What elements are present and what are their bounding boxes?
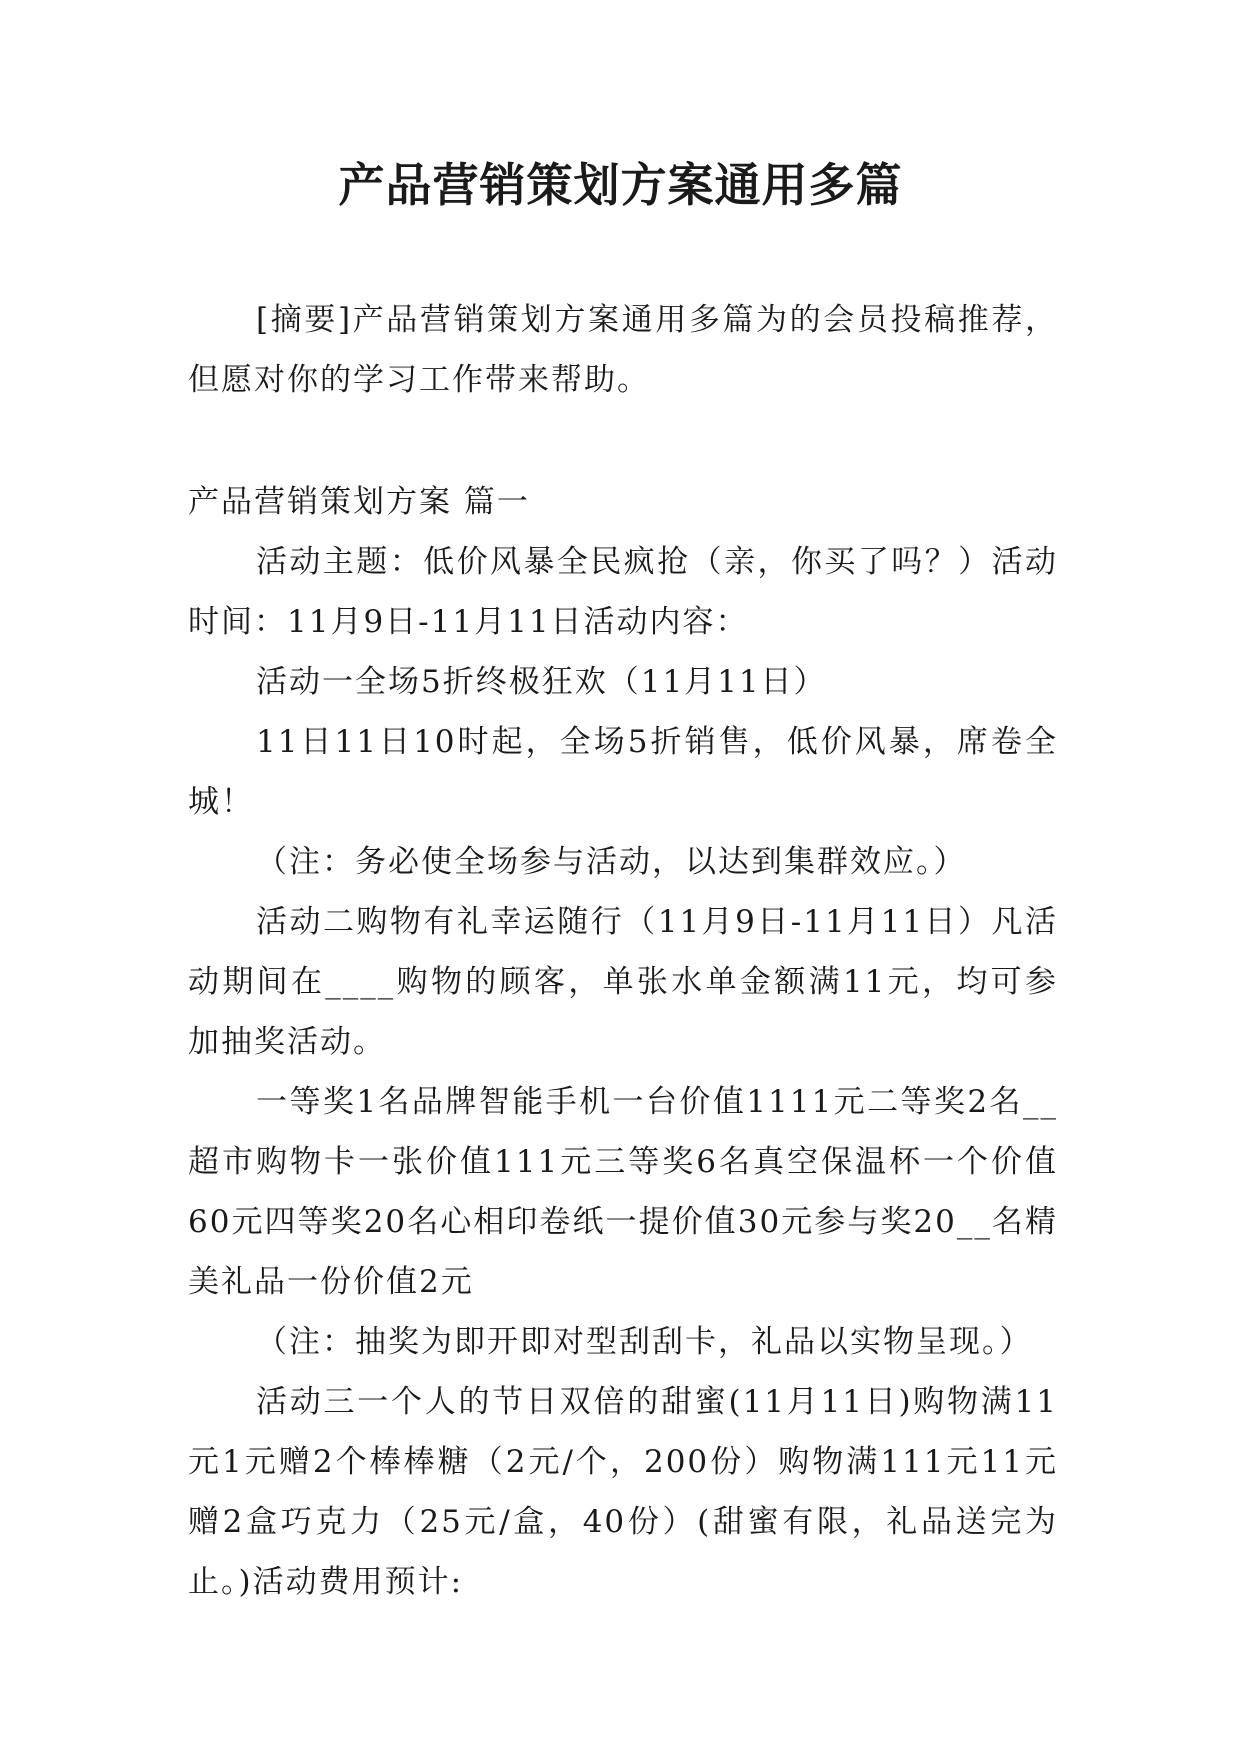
body-paragraph-activity-theme: 活动主题：低价风暴全民疯抢（亲，你买了吗？）活动时间：11月9日-11月11日活动内容： [188,544,1058,640]
body-paragraph-sale-details: 11日11日10时起，全场5折销售，低价风暴，席卷全城！ [188,724,1058,820]
body-paragraph-note-one: （注：务必使全场参与活动，以达到集群效应。） [256,844,967,880]
section-heading: 产品营销策划方案 篇一 [188,484,530,520]
body-paragraph-activity-one: 活动一全场5折终极狂欢（11月11日） [256,664,827,700]
abstract-paragraph: [摘要]产品营销策划方案通用多篇为的会员投稿推荐，但愿对你的学习工作带来帮助。 [188,302,1058,398]
body-paragraph-prizes: 一等奖1名品牌智能手机一台价值1111元二等奖2名__超市购物卡一张价值111元三等奖6名真空保温杯一个价值60元四等奖20名心相印卷纸一提价值30元参与奖20__名精美礼品一份价值2元 [188,1084,1058,1300]
body-paragraph-note-two: （注：抽奖为即开即对型刮刮卡，礼品以实物呈现。） [256,1324,1033,1360]
body-paragraph-activity-two: 活动二购物有礼幸运随行（11月9日-11月11日）凡活动期间在____购物的顾客，单张水单金额满11元，均可参加抽奖活动。 [188,904,1058,1060]
body-paragraph-activity-three: 活动三一个人的节日双倍的甜蜜(11月11日)购物满11元1元赠2个棒棒糖（2元/个，200份）购物满111元11元赠2盒巧克力（25元/盒，40份）(甜蜜有限，礼品送完为止。)活动费用预计: [188,1384,1058,1600]
document-title: 产品营销策划方案通用多篇 [338,158,903,212]
document-body [188,290,1058,1612]
